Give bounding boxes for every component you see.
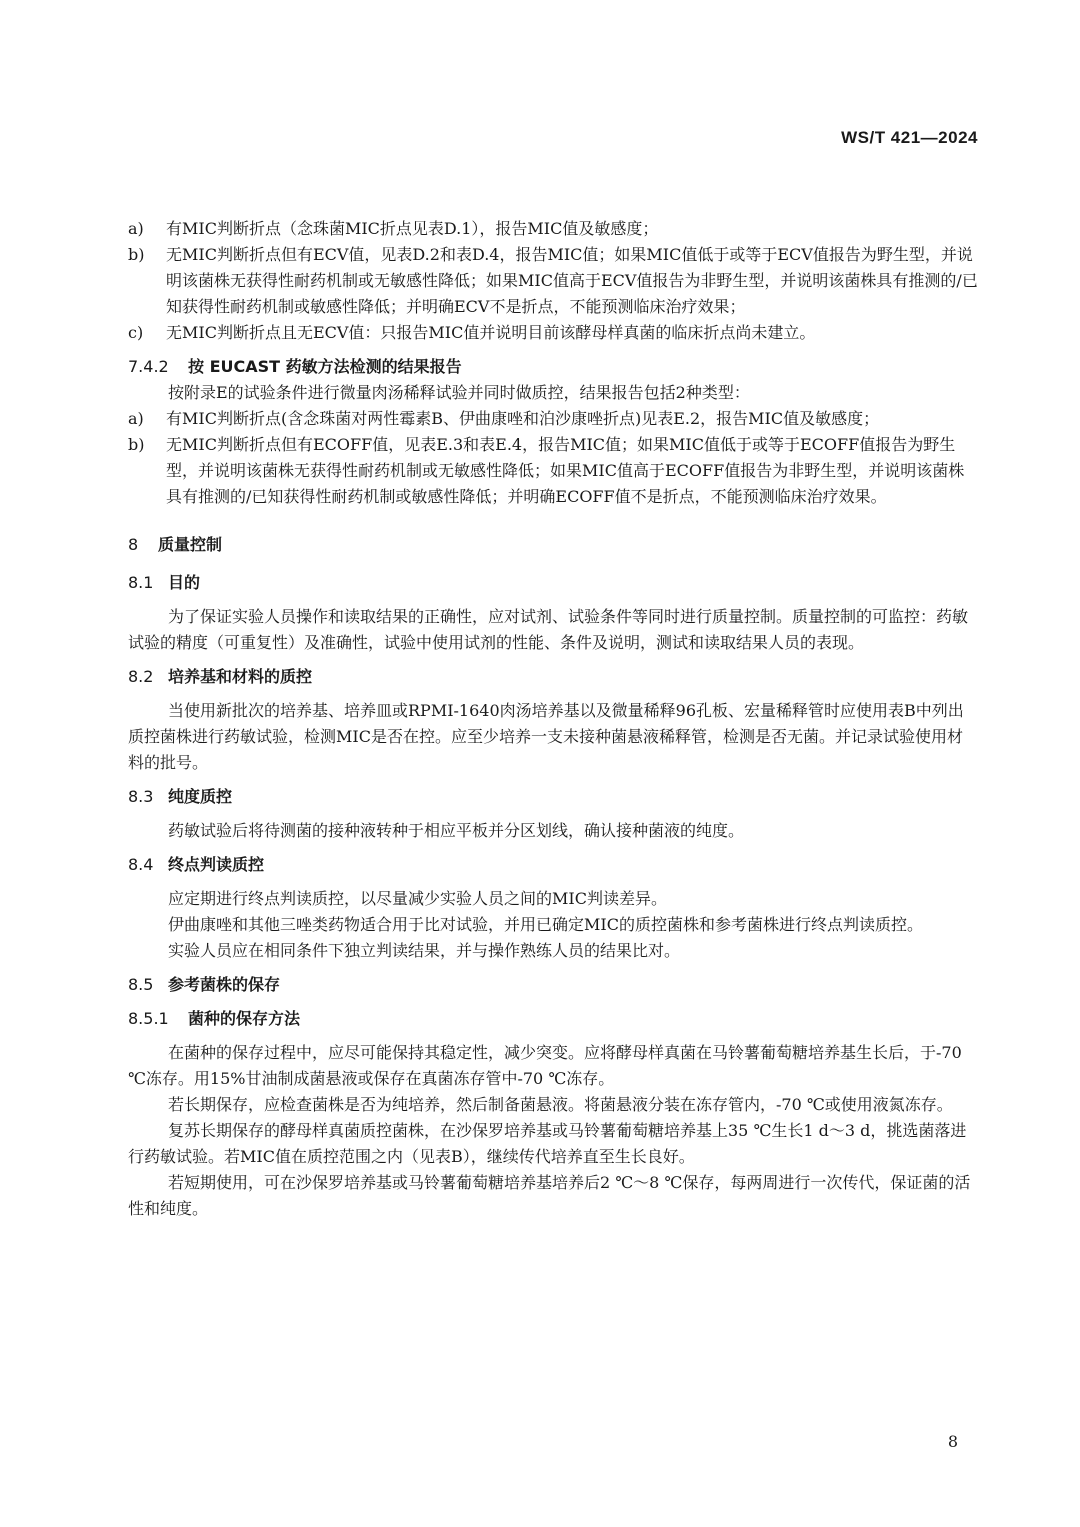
- section-title: 菌种的保存方法: [188, 1009, 301, 1028]
- list-text: 无MIC判断折点且无ECV值：只报告MIC值并说明目前该酵母样真菌的临床折点尚未建立。: [166, 323, 816, 342]
- heading-8-3: [128, 784, 978, 810]
- heading-8-5: [128, 972, 978, 998]
- paragraph: 应定期进行终点判读质控，以尽量减少实验人员之间的MIC判读差异。: [168, 889, 667, 908]
- list-7-4-2: [128, 406, 978, 510]
- section-title: 纯度质控: [168, 787, 233, 806]
- section-title: 终点判读质控: [168, 855, 265, 874]
- list-item: [128, 406, 978, 432]
- list-item: [128, 216, 978, 242]
- list-label: b): [128, 435, 145, 454]
- section-number: 8.1: [128, 573, 154, 592]
- list-label: b): [128, 245, 145, 264]
- section-title: 参考菌株的保存: [168, 975, 281, 994]
- list-text: 无MIC判断折点但有ECV值，见表D.2和表D.4，报告MIC值；如果MIC值低于或等于ECV值报告为野生型，并说明该菌株无获得性耐药机制或无敏感性降低；如果MIC值高于ECV值报告为非野生型，并说明该菌株具有推测的/已知获得性耐药机制或敏感性降低；并明确ECV不是折点，不能预测临床治疗效果；: [166, 245, 978, 316]
- section-title: 培养基和材料的质控: [168, 667, 313, 686]
- section-title: 目的: [168, 573, 201, 592]
- paragraph: 药敏试验后将待测菌的接种液转种于相应平板并分区划线，确认接种菌液的纯度。: [168, 821, 745, 840]
- paragraph: 复苏长期保存的酵母样真菌质控菌株，在沙保罗培养基或马铃薯葡萄糖培养基上35 ℃生长1 d～3 d，挑选菌落进行药敏试验。若MIC值在质控范围之内（见表B），继续传代培养直至生长良好。: [128, 1121, 967, 1166]
- section-number: 8.5.1: [128, 1009, 169, 1028]
- list-label: a): [128, 219, 144, 238]
- heading-8-1: [128, 570, 978, 596]
- page-number: 8: [947, 1432, 958, 1451]
- section-number: 7.4.2: [128, 357, 169, 376]
- list-item: [128, 242, 978, 320]
- list-item: [128, 432, 978, 510]
- heading-8: [128, 532, 978, 558]
- list-label: c): [128, 323, 144, 342]
- list-item: [128, 320, 978, 346]
- paragraph: 伊曲康唑和其他三唑类药物适合用于比对试验，并用已确定MIC的质控菌株和参考菌株进行终点判读质控。: [168, 915, 923, 934]
- section-title: 质量控制: [158, 535, 223, 554]
- heading-8-4: [128, 852, 978, 878]
- section-number: 8.4: [128, 855, 154, 874]
- list-7-4-1: [128, 216, 978, 346]
- list-label: a): [128, 409, 144, 428]
- heading-8-2: [128, 664, 978, 690]
- section-number: 8: [128, 535, 139, 554]
- paragraph: 在菌种的保存过程中，应尽可能保持其稳定性，减少突变。应将酵母样真菌在马铃薯葡萄糖培养基生长后，于-70 ℃冻存。用15%甘油制成菌悬液或保存在真菌冻存管中-70 ℃冻存。: [128, 1043, 962, 1088]
- heading-8-5-1: [128, 1006, 978, 1032]
- heading-7-4-2: [128, 354, 978, 380]
- section-number: 8.5: [128, 975, 154, 994]
- list-text: 无MIC判断折点但有ECOFF值，见表E.3和表E.4，报告MIC值；如果MIC值低于或等于ECOFF值报告为野生型，并说明该菌株无获得性耐药机制或无敏感性降低；如果MIC值高于ECOFF值报告为非野生型，并说明该菌株具有推测的/已知获得性耐药机制或敏感性降低；并明确ECOFF值不是折点，不能预测临床治疗效果。: [166, 435, 965, 506]
- section-title: 按 EUCAST 药敏方法检测的结果报告: [188, 357, 462, 376]
- paragraph: 实验人员应在相同条件下独立判读结果，并与操作熟练人员的结果比对。: [168, 941, 681, 960]
- paragraph: 当使用新批次的培养基、培养皿或RPMI-1640肉汤培养基以及微量稀释96孔板、宏量稀释管时应使用表B中列出质控菌株进行药敏试验，检测MIC是否在控。应至少培养一支未接种菌悬液稀释管，检测是否无菌。并记录试验使用材料的批号。: [128, 701, 964, 772]
- section-number: 8.2: [128, 667, 154, 686]
- list-text: 有MIC判断折点（念珠菌MIC折点见表D.1），报告MIC值及敏感度；: [166, 219, 659, 238]
- paragraph: 若长期保存，应检查菌株是否为纯培养，然后制备菌悬液。将菌悬液分装在冻存管内，-70 ℃或使用液氮冻存。: [168, 1095, 953, 1114]
- standard-code: WS/T 421—2024: [841, 128, 978, 147]
- list-text: 有MIC判断折点(含念珠菌对两性霉素B、伊曲康唑和泊沙康唑折点)见表E.2，报告MIC值及敏感度；: [166, 409, 880, 428]
- page-content: [128, 216, 978, 1222]
- paragraph: 若短期使用，可在沙保罗培养基或马铃薯葡萄糖培养基培养后2 ℃～8 ℃保存，每两周进行一次传代，保证菌的活性和纯度。: [128, 1173, 971, 1218]
- paragraph: 为了保证实验人员操作和读取结果的正确性，应对试剂、试验条件等同时进行质量控制。质量控制的可监控：药敏试验的精度（可重复性）及准确性，试验中使用试剂的性能、条件及说明，测试和读取结果人员的表现。: [128, 607, 969, 652]
- paragraph: 按附录E的试验条件进行微量肉汤稀释试验并同时做质控，结果报告包括2种类型：: [168, 383, 750, 402]
- section-number: 8.3: [128, 787, 154, 806]
